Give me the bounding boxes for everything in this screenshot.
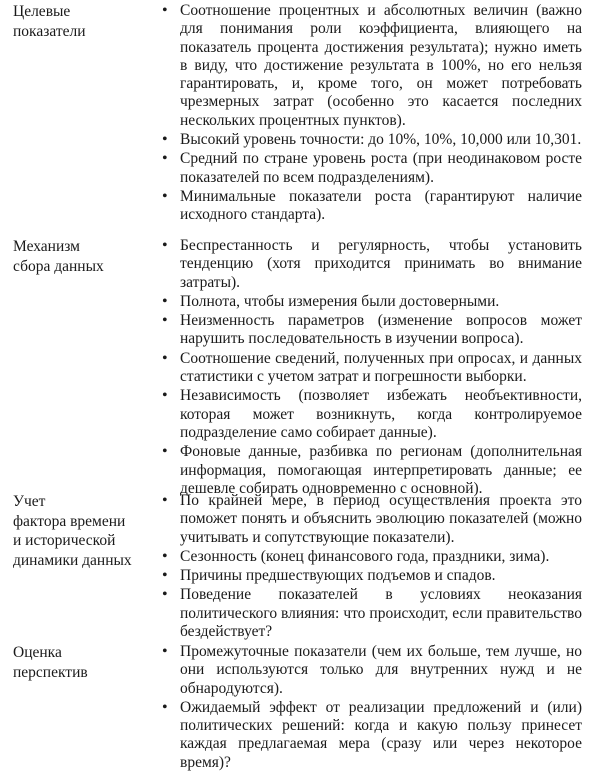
bullet-icon: •	[162, 349, 168, 367]
bullet-icon: •	[162, 698, 168, 716]
bullet-icon: •	[162, 547, 168, 565]
list-item: • Соотношение процентных и абсолютных величин (важно для понимания роли коэффициента, влияющего на показатель процента достижения результата); нужно иметь в виду, что достижение результата в 100%, но его нельзя гарантировать, и, кроме того, он может потребовать чрезмерных затрат (особенно это касается последних нескольких процентных пунктов).	[162, 2, 582, 129]
list-item: • Фоновые данные, разбивка по регионам (дополнительная информация, помогающая интерпретировать данные; ее дешевле собирать одновременно с основной).	[162, 443, 582, 497]
bullet-icon: •	[162, 237, 168, 254]
bullet-icon: •	[162, 387, 168, 405]
list-item: • Неизменность параметров (изменение вопросов может нарушить последовательность в изучении вопроса).	[162, 312, 582, 348]
bullet-icon: •	[162, 150, 168, 168]
list-item: • Промежуточные показатели (чем их больше, тем лучше, но они используются только для внутренних нужд и не обнародуются).	[162, 643, 582, 697]
bullet-icon: •	[162, 643, 168, 660]
list-item: • Независимость (позволяет избежать необъективности, которая может возникнуть, когда контролируемое подразделение само собирает данные).	[162, 387, 582, 441]
bullet-icon: •	[162, 586, 168, 604]
bullet-list	[162, 2, 582, 226]
list-item: • Причины предшествующих подъемов и спадов.	[162, 567, 496, 585]
list-item: • Сезонность (конец финансового года, праздники, зима).	[162, 547, 550, 565]
section-label: Оценка перспектив	[13, 644, 88, 681]
bullet-icon: •	[162, 187, 168, 205]
bullet-icon: •	[162, 567, 168, 585]
section-label: Целевые показатели	[13, 3, 86, 40]
bullet-icon: •	[162, 312, 168, 330]
bullet-list	[162, 237, 582, 499]
bullet-list	[162, 492, 582, 642]
bullet-icon: •	[162, 443, 168, 461]
section-label: Механизм сбора данных	[13, 238, 104, 275]
list-item: • Соотношение сведений, полученных при опросах, и данных статистики с учетом затрат и погрешности выборки.	[162, 349, 582, 386]
bullet-icon: •	[162, 2, 168, 19]
list-item: • Полнота, чтобы измерения были достоверными.	[162, 292, 500, 310]
list-item: • Беспрестанность и регулярность, чтобы установить тенденцию (хотя приходится принимать во внимание затраты).	[162, 237, 582, 291]
list-item: • Минимальные показатели роста (гарантируют наличие исходного стандарта).	[162, 187, 582, 224]
list-item: • Высокий уровень точности: до 10%, 10%, 10,000 или 10,301.	[162, 131, 582, 149]
list-item: • Поведение показателей в условиях неоказания политического влияния: что происходит, если правительство бездействует?	[162, 586, 582, 641]
bullet-list	[162, 643, 582, 773]
list-item: • По крайней мере, в период осуществления проекта это поможет понять и объяснить эволюцию показателей (можно учитывать и сопутствующие показатели).	[162, 492, 582, 546]
bullet-icon: •	[162, 492, 168, 509]
section-label: Учет фактора времени и исторической динамики данных	[13, 493, 132, 569]
bullet-icon: •	[162, 131, 168, 149]
list-item: • Средний по стране уровень роста (при неодинаковом росте показателей по всем подразделениям).	[162, 150, 582, 186]
list-item: • Ожидаемый эффект от реализации предложений и (или) политических решений: когда и какую пользу принесет каждая предлагаемая мера (сразу или через некоторое время)?	[162, 698, 582, 771]
bullet-icon: •	[162, 292, 168, 310]
